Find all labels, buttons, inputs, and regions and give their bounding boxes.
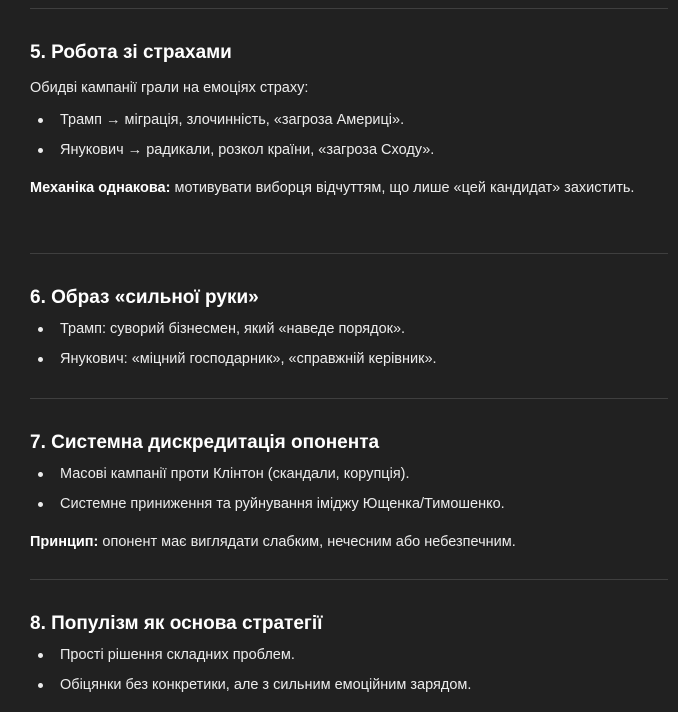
divider-6-7 [30, 398, 668, 399]
note-label: Принцип: [30, 534, 99, 550]
list-item: Трамп → міграція, злочинність, «загроза Америці». [30, 105, 670, 135]
list-item: Масові кампанії проти Клінтон (скандали, корупція). [30, 459, 670, 489]
section-8-list [30, 640, 670, 700]
list-item: Обіцянки без конкретики, але з сильним емоційним зарядом. [30, 670, 670, 700]
section-6 [30, 286, 670, 374]
divider-top [30, 8, 668, 9]
section-8-heading: 8. Популізм як основа стратегії [30, 613, 323, 634]
section-5 [30, 41, 670, 203]
section-5-note [30, 173, 670, 203]
section-6-heading: 6. Образ «сильної руки» [30, 287, 259, 308]
divider-5-6 [30, 253, 668, 254]
section-7 [30, 431, 670, 557]
section-6-list [30, 314, 670, 374]
list-item: Янукович: «міцний господарник», «справжній керівник». [30, 344, 670, 374]
list-item: Системне приниження та руйнування іміджу Ющенка/Тимошенко. [30, 489, 670, 519]
list-item: Трамп: суворий бізнесмен, який «наведе порядок». [30, 314, 670, 344]
section-7-list [30, 459, 670, 519]
divider-7-8 [30, 579, 668, 580]
section-7-heading: 7. Системна дискредитація опонента [30, 432, 380, 453]
section-5-list [30, 105, 670, 165]
section-7-note [30, 527, 670, 557]
section-8 [30, 612, 670, 700]
list-item: Янукович → радикали, розкол країни, «загроза Сходу». [30, 135, 670, 165]
section-5-intro: Обидві кампанії грали на емоціях страху: [30, 80, 309, 96]
note-text: опонент має виглядати слабким, нечесним або небезпечним. [98, 534, 516, 550]
note-text: мотивувати виборця відчуттям, що лише «цей кандидат» захистить. [170, 180, 635, 196]
note-label: Механіка однакова: [30, 180, 171, 196]
list-item: Прості рішення складних проблем. [30, 640, 670, 670]
section-5-heading: 5. Робота зі страхами [30, 42, 232, 63]
